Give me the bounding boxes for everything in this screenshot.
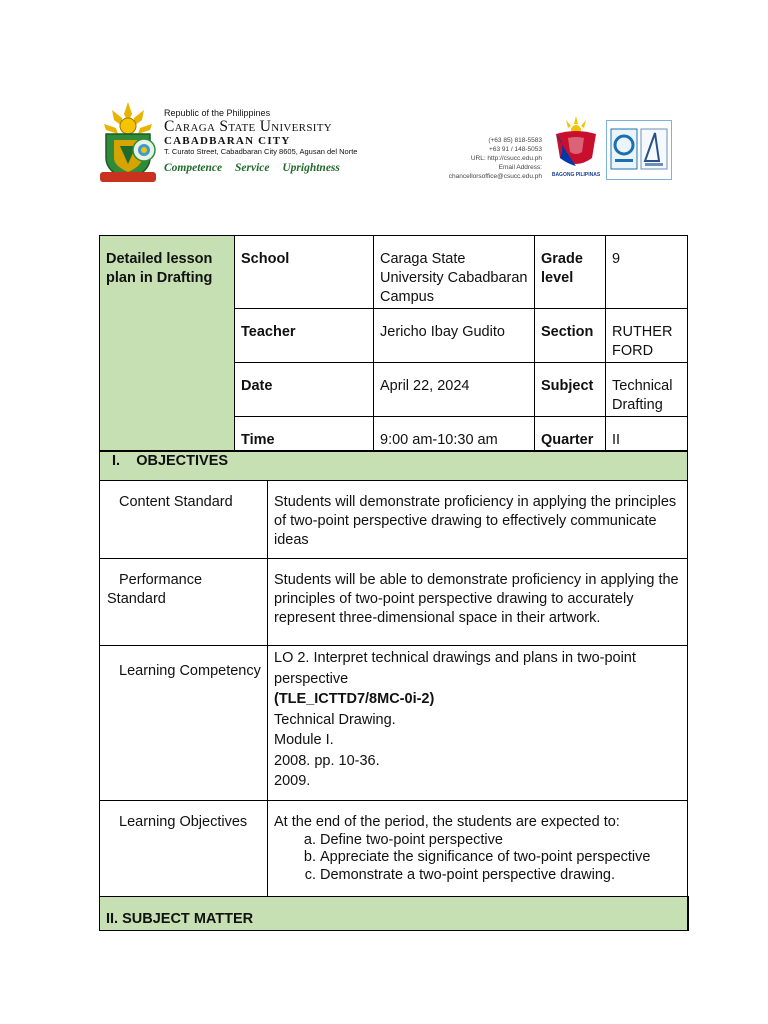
header-table [99,235,688,451]
lesson-plan-sheet [99,235,687,931]
learning-competency-cell [268,646,688,801]
competency-line-3: 2008. pp. 10-36. [274,752,380,769]
subject-matter-heading: II. SUBJECT MATTER [100,896,688,930]
date-value: April 22, 2024 [374,363,535,417]
competency-lo: LO 2. Interpret technical drawings and plans in two-point perspective [274,650,636,687]
objectives-intro: At the end of the period, the students are expected to: [274,813,620,830]
motto-service: Service [235,162,270,174]
learning-objectives-label: Learning Objectives [119,813,248,830]
iso-certification-icon [607,121,671,179]
school-value: Caraga State University Cabadbaran Campus [374,236,535,309]
performance-standard-label: Performance Standard [107,572,203,607]
bagong-pilipinas-logo [548,114,604,182]
teacher-label: Teacher [235,309,374,363]
competency-line-2: Module I. [274,732,334,748]
objective-item: c. Demonstrate a two-point perspective drawing. [320,867,681,885]
time-value: 9:00 am-10:30 am [374,417,535,451]
motto-competence: Competence [164,162,223,174]
objectives-heading-text: OBJECTIVES [136,453,229,469]
phone-line-1: (+63 85) 818-5583 [488,137,542,144]
learning-competency-label-cell [100,646,268,801]
university-name: Caraga State University [164,118,332,135]
competency-code: (TLE_ICTTD7/8MC-0i-2) [274,691,435,707]
plan-title-cell: Detailed lesson plan in Drafting [100,236,235,451]
performance-standard-text: Students will be able to demonstrate proficiency in applying the principles of two-point perspective drawing to accurately represent three-dimensional space in their artwork. [268,559,688,646]
bagong-pilipinas-icon [548,114,604,172]
url-line: URL: http://csucc.edu.ph [470,155,542,162]
objective-item: a. Define two-point perspective [320,832,681,850]
performance-standard-row [100,559,688,646]
competency-line-1: Technical Drawing. [274,711,396,728]
objectives-heading-row [100,452,688,481]
content-standard-label: Content Standard [119,494,233,510]
learning-objectives-label-cell [100,800,268,896]
objectives-heading [100,452,688,481]
phone-line-2: +63 91 / 148-5053 [489,146,542,153]
time-label: Time [235,417,374,451]
subject-label: Subject [535,363,606,417]
competency-line-4: 2009. [274,773,311,789]
section-value: RUTHER FORD [606,309,688,363]
motto [164,160,357,176]
letterhead [96,98,676,190]
address-text: T. Curato Street, Cabadbaran City 8605, Agusan del Norte [164,147,358,156]
learning-objectives-row [100,800,688,896]
learning-competency-row [100,646,688,801]
objectives-list [274,832,681,885]
objective-item: b. Appreciate the significance of two-point perspective [320,849,681,867]
content-standard-text: Students will demonstrate proficiency in applying the principles of two-point perspective drawing to effectively communicate ideas [268,481,688,559]
university-block [164,108,357,176]
school-label: School [235,236,374,309]
quarter-label: Quarter [535,417,606,451]
learning-objectives-cell [268,800,688,896]
date-label: Date [235,363,374,417]
republic-text: Republic of the Philippines [164,108,271,118]
subject-value: Technical Drafting [606,363,688,417]
objectives-table [99,451,689,931]
grade-label: Grade level [535,236,606,309]
motto-uprightness: Uprightness [282,162,340,174]
bagong-pilipinas-label: BAGONG PILIPINAS [551,172,601,178]
teacher-value: Jericho Ibay Gudito [374,309,535,363]
campus-seal-icon [132,138,156,162]
performance-standard-label-cell [100,559,268,646]
grade-value: 9 [606,236,688,309]
quarter-value: II [606,417,688,451]
city-name: CABADBARAN CITY [164,135,291,147]
contact-info [420,136,542,181]
learning-competency-label: Learning Competency [119,663,261,679]
content-standard-row [100,481,688,559]
email-line: Email Address: chancellorsoffice@csucc.edu.ph [448,164,542,180]
subject-matter-row [100,896,688,930]
section-label: Section [535,309,606,363]
objectives-heading-num: I. [112,453,121,469]
content-standard-label-cell [100,481,268,559]
certification-badges [606,120,672,180]
